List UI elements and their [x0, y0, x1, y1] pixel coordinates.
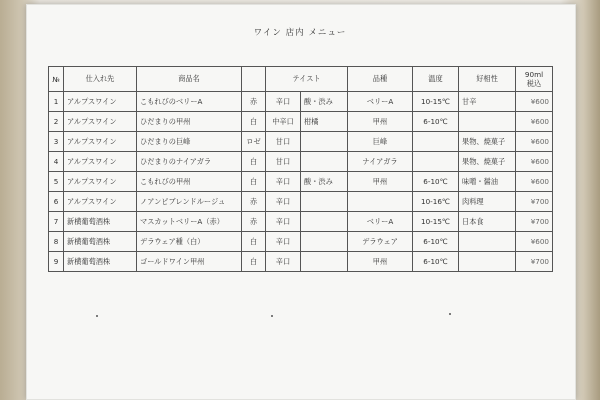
- table-row: [49, 132, 553, 152]
- cell-taste1: 辛口: [266, 172, 301, 192]
- cell-price: ¥600: [516, 112, 553, 132]
- cell-pairing: 甘辛: [459, 92, 516, 112]
- cell-no: 9: [49, 252, 64, 272]
- cell-temp: [413, 152, 459, 172]
- cell-color: ロゼ: [242, 132, 266, 152]
- header-taste: テイスト: [266, 67, 348, 92]
- cell-price: ¥700: [516, 192, 553, 212]
- cell-taste1: 辛口: [266, 212, 301, 232]
- cell-price: ¥600: [516, 152, 553, 172]
- cell-supplier: 新横葡萄酒株: [64, 212, 137, 232]
- cell-taste2: 酸・渋み: [301, 92, 348, 112]
- cell-variety: デラウェア: [348, 232, 413, 252]
- cell-variety: 甲州: [348, 112, 413, 132]
- table-row: [49, 112, 553, 132]
- cell-taste1: 辛口: [266, 92, 301, 112]
- cell-supplier: アルプスワイン: [64, 172, 137, 192]
- cell-supplier: 新横葡萄酒株: [64, 232, 137, 252]
- cell-no: 3: [49, 132, 64, 152]
- page-title: ワイン 店内 メニュー: [253, 28, 347, 38]
- cell-price: ¥600: [516, 132, 553, 152]
- cell-taste2: [301, 212, 348, 232]
- cell-color: 白: [242, 172, 266, 192]
- cell-variety: ベリーA: [348, 212, 413, 232]
- dot: [96, 315, 98, 317]
- header-no: №: [49, 67, 64, 92]
- header-price-volume: 90ml: [524, 70, 544, 79]
- header-product: 商品名: [137, 67, 242, 92]
- cell-taste1: 中辛口: [266, 112, 301, 132]
- cell-temp: 10-16℃: [413, 192, 459, 212]
- cell-no: 5: [49, 172, 64, 192]
- header-pairing: 好相性: [459, 67, 516, 92]
- cell-pairing: [459, 252, 516, 272]
- table-row: [49, 192, 553, 212]
- cell-no: 1: [49, 92, 64, 112]
- cell-taste2: [301, 232, 348, 252]
- cell-color: 白: [242, 232, 266, 252]
- cell-supplier: アルプスワイン: [64, 152, 137, 172]
- cell-no: 4: [49, 152, 64, 172]
- cell-taste1: 辛口: [266, 192, 301, 212]
- cell-pairing: [459, 112, 516, 132]
- cell-pairing: 果物、焼菓子: [459, 132, 516, 152]
- cell-price: ¥700: [516, 212, 553, 232]
- table-row: [49, 152, 553, 172]
- header-supplier: 仕入れ先: [64, 67, 137, 92]
- header-color: [242, 67, 266, 92]
- cell-temp: 6-10℃: [413, 172, 459, 192]
- cell-taste1: 辛口: [266, 252, 301, 272]
- cell-supplier: アルプスワイン: [64, 92, 137, 112]
- cell-variety: 甲州: [348, 172, 413, 192]
- cell-temp: 6-10℃: [413, 112, 459, 132]
- cell-temp: 10-15℃: [413, 212, 459, 232]
- cell-taste1: 甘口: [266, 152, 301, 172]
- cell-product: ノアンピブレンドルージュ: [137, 192, 242, 212]
- wine-menu-table: [48, 66, 553, 272]
- header-temp: 温度: [413, 67, 459, 92]
- cell-variety: [348, 192, 413, 212]
- cell-supplier: アルプスワイン: [64, 132, 137, 152]
- cell-product: マスカットベリーA（赤）: [137, 212, 242, 232]
- cell-taste1: 辛口: [266, 232, 301, 252]
- cell-product: ひだまりのナイアガラ: [137, 152, 242, 172]
- cell-taste1: 甘口: [266, 132, 301, 152]
- cell-variety: 甲州: [348, 252, 413, 272]
- cell-pairing: 日本食: [459, 212, 516, 232]
- cell-no: 6: [49, 192, 64, 212]
- cell-taste2: [301, 152, 348, 172]
- cell-product: ひだまりの巨峰: [137, 132, 242, 152]
- cell-pairing: 肉料理: [459, 192, 516, 212]
- cell-taste2: [301, 252, 348, 272]
- header-variety: 品種: [348, 67, 413, 92]
- cell-price: ¥600: [516, 172, 553, 192]
- cell-supplier: アルプスワイン: [64, 192, 137, 212]
- cell-color: 赤: [242, 212, 266, 232]
- table-row: [49, 252, 553, 272]
- cell-variety: 巨峰: [348, 132, 413, 152]
- cell-variety: ベリーA: [348, 92, 413, 112]
- cell-product: ゴールドワイン甲州: [137, 252, 242, 272]
- cell-temp: 10-15℃: [413, 92, 459, 112]
- cell-color: 赤: [242, 192, 266, 212]
- dot: [271, 315, 273, 317]
- cell-taste2: 酸・渋み: [301, 172, 348, 192]
- header-price: [516, 67, 553, 92]
- table-row: [49, 172, 553, 192]
- cell-no: 2: [49, 112, 64, 132]
- cell-no: 8: [49, 232, 64, 252]
- cell-supplier: 新横葡萄酒株: [64, 252, 137, 272]
- cell-temp: 6-10℃: [413, 232, 459, 252]
- header-row: [49, 67, 553, 92]
- cell-color: 白: [242, 252, 266, 272]
- cell-taste2: [301, 192, 348, 212]
- cell-pairing: [459, 232, 516, 252]
- cell-variety: ナイアガラ: [348, 152, 413, 172]
- cell-taste2: [301, 132, 348, 152]
- cell-supplier: アルプスワイン: [64, 112, 137, 132]
- cell-pairing: 果物、焼菓子: [459, 152, 516, 172]
- cell-product: こもれびのベリーA: [137, 92, 242, 112]
- cell-product: デラウェア種（白）: [137, 232, 242, 252]
- cell-no: 7: [49, 212, 64, 232]
- cell-temp: 6-10℃: [413, 252, 459, 272]
- cell-price: ¥700: [516, 252, 553, 272]
- table-row: [49, 92, 553, 112]
- cell-price: ¥600: [516, 92, 553, 112]
- table-row: [49, 232, 553, 252]
- cell-product: ひだまりの甲州: [137, 112, 242, 132]
- header-price-tax: 税込: [526, 79, 542, 88]
- cell-color: 赤: [242, 92, 266, 112]
- cell-price: ¥600: [516, 232, 553, 252]
- dot: [449, 313, 451, 315]
- cell-pairing: 味噌・醤油: [459, 172, 516, 192]
- cell-color: 白: [242, 112, 266, 132]
- table-row: [49, 212, 553, 232]
- cell-product: こもれびの甲州: [137, 172, 242, 192]
- cell-color: 白: [242, 152, 266, 172]
- cell-taste2: 柑橘: [301, 112, 348, 132]
- cell-temp: [413, 132, 459, 152]
